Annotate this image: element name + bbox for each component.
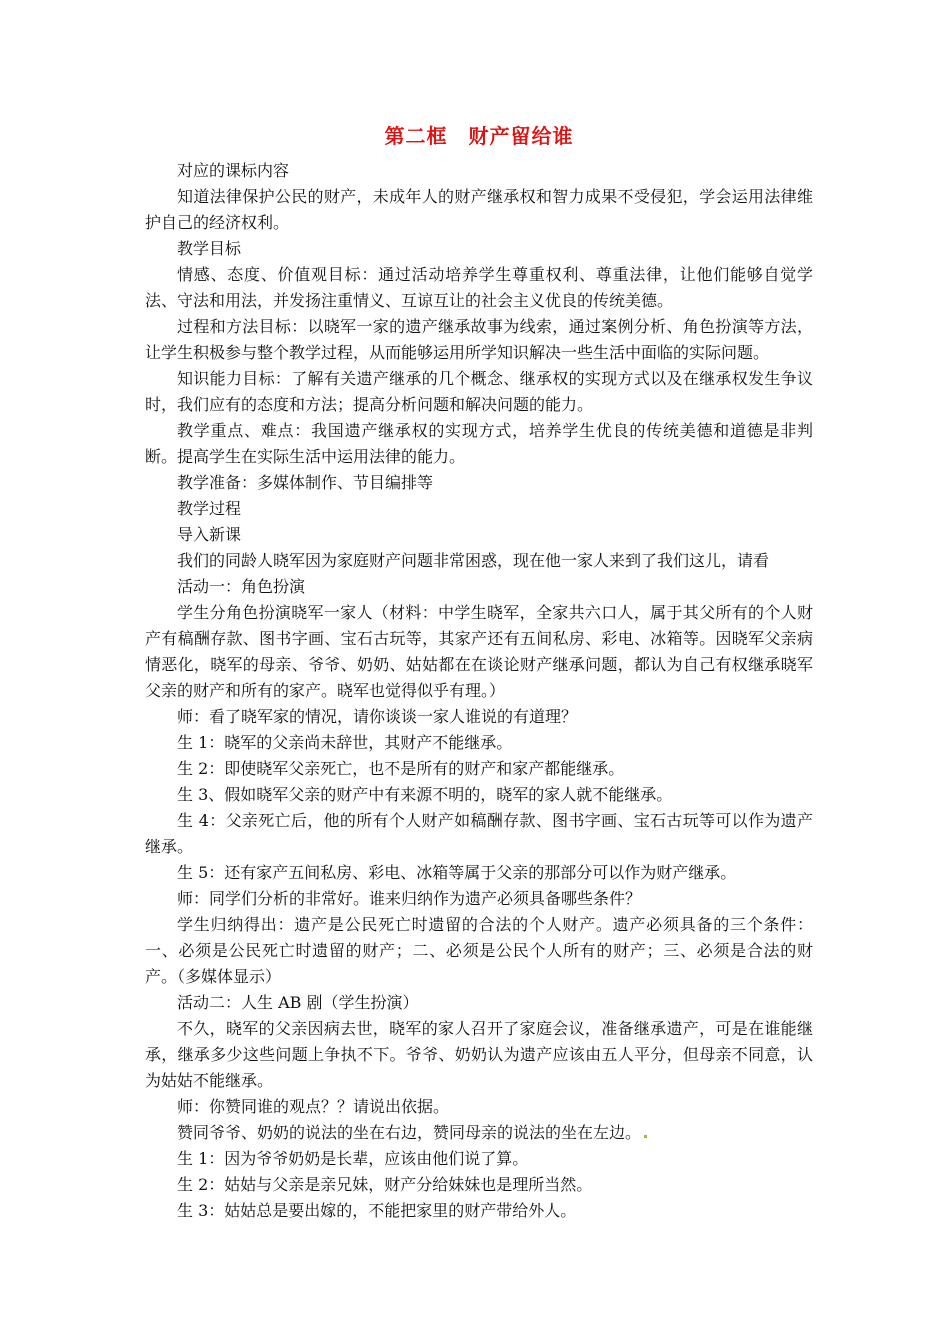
paragraph-with-mark bbox=[145, 1120, 813, 1146]
document-page bbox=[145, 118, 813, 1224]
paragraph: 学生分角色扮演晓军一家人（材料：中学生晓军，全家共六口人，属于其父所有的个人财产有稿酬存款、图书字画、宝石古玩等，其家产还有五间私房、彩电、冰箱等。因晓军父亲病情恶化，晓军的母亲、爷爷、奶奶、姑姑都在在谈论财产继承问题，都认为自己有权继承晓军父亲的财产和所有的家产。晓军也觉得似乎有理。） bbox=[145, 603, 813, 700]
paragraph: 生 5：还有家产五间私房、彩电、冰箱等属于父亲的那部分可以作为财产继承。 bbox=[177, 863, 737, 882]
paragraph: 学生归纳得出：遗产是公民死亡时遗留的合法的个人财产。遗产必须具备的三个条件：一、必须是公民死亡时遗留的财产；二、必须是公民个人所有的财产；三、必须是合法的财产。（多媒体显示） bbox=[145, 915, 813, 986]
paragraph: 教学准备：多媒体制作、节目编排等 bbox=[177, 473, 434, 492]
paragraph: 师：看了晓军家的情况，请你谈谈一家人谁说的有道理？ bbox=[177, 707, 578, 726]
paragraph: 过程和方法目标：以晓军一家的遗产继承故事为线索，通过案例分析、角色扮演等方法，让学生积极参与整个教学过程，从而能够运用所学知识解决一些生活中面临的实际问题。 bbox=[145, 317, 813, 362]
paragraph: 生 3：姑姑总是要出嫁的，不能把家里的财产带给外人。 bbox=[177, 1201, 577, 1220]
paragraph: 生 1：因为爷爷奶奶是长辈，应该由他们说了算。 bbox=[177, 1149, 529, 1168]
paragraph: 生 3、假如晓军父亲的财产中有来源不明的，晓军的家人就不能继承。 bbox=[177, 785, 673, 804]
paragraph: 师：你赞同谁的观点？？请说出依据。 bbox=[177, 1097, 450, 1116]
paragraph: 生 1：晓军的父亲尚未辞世，其财产不能继承。 bbox=[177, 733, 513, 752]
paragraph: 生 4：父亲死亡后，他的所有个人财产如稿酬存款、图书字画、宝石古玩等可以作为遗产继承。 bbox=[145, 811, 813, 856]
document-title: 第二框 财产留给谁 bbox=[384, 124, 574, 148]
paragraph: 生 2：即使晓军父亲死亡，也不是所有的财产和家产都能继承。 bbox=[177, 759, 625, 778]
paragraph: 师：同学们分析的非常好。谁来归纳作为遗产必须具备哪些条件？ bbox=[177, 889, 642, 908]
paragraph: 知识能力目标：了解有关遗产继承的几个概念、继承权的实现方式以及在继承权发生争议时，我们应有的态度和方法；提高分析问题和解决问题的能力。 bbox=[145, 369, 813, 414]
paragraph: 导入新课 bbox=[177, 525, 242, 544]
paragraph: 活动一：角色扮演 bbox=[177, 577, 306, 596]
paragraph: 活动二：人生 AB 剧（学生扮演） bbox=[177, 993, 419, 1012]
paragraph: 教学目标 bbox=[177, 239, 242, 258]
paragraph: 教学重点、难点：我国遗产继承权的实现方式，培养学生优良的传统美德和道德是非判断。提高学生在实际生活中运用法律的能力。 bbox=[145, 421, 813, 466]
paragraph: 教学过程 bbox=[177, 499, 242, 518]
paragraph: 知道法律保护公民的财产，未成年人的财产继承权和智力成果不受侵犯，学会运用法律维护自己的经济权利。 bbox=[145, 187, 813, 232]
paragraph-text: 赞同爷爷、奶奶的说法的坐在右边，赞同母亲的说法的坐在左边。 bbox=[177, 1123, 642, 1142]
paragraph: 生 2：姑姑与父亲是亲兄妹，财产分给妹妹也是理所当然。 bbox=[177, 1175, 593, 1194]
paragraph: 不久，晓军的父亲因病去世，晓军的家人召开了家庭会议，准备继承遗产，可是在谁能继承，继承多少这些问题上争执不下。爷爷、奶奶认为遗产应该由五人平分，但母亲不同意，认为姑姑不能继承。 bbox=[145, 1019, 813, 1090]
paragraph: 我们的同龄人晓军因为家庭财产问题非常困惑，现在他一家人来到了我们这儿，请看 bbox=[177, 551, 770, 570]
paragraph: 情感、态度、价值观目标：通过活动培养学生尊重权利、尊重法律，让他们能够自觉学法、守法和用法，并发扬注重情义、互谅互让的社会主义优良的传统美德。 bbox=[145, 265, 813, 310]
paragraph: 对应的课标内容 bbox=[177, 161, 290, 180]
green-dot-mark bbox=[644, 1135, 647, 1138]
